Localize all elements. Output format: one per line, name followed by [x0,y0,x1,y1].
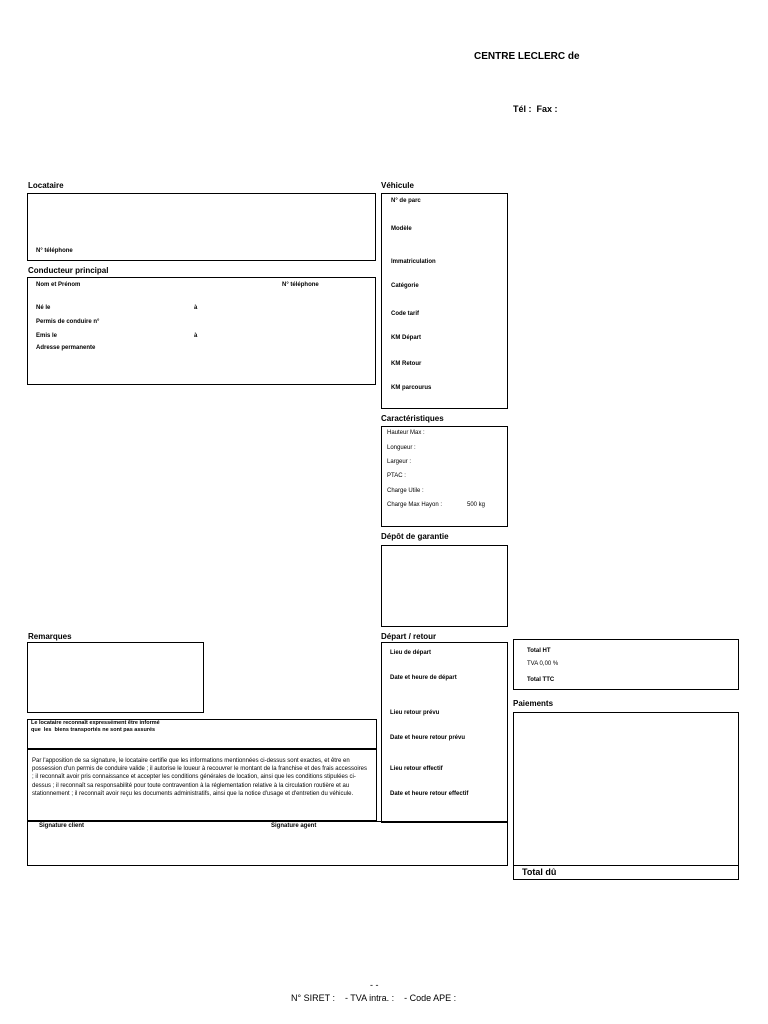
born-at-label: à [194,305,198,311]
lieu-retour-prevu-label: Lieu retour prévu [390,710,440,716]
largeur-label: Largeur : [387,459,412,465]
conducteur-heading: Conducteur principal [28,266,109,275]
signature-agent-label: Signature agent [271,823,317,829]
signature-client-label: Signature client [39,823,85,829]
depart-retour-box [381,642,508,823]
km-retour-label: KM Retour [391,361,422,367]
locataire-phone-label: N° téléphone [36,248,73,254]
legal-box [27,749,377,821]
license-label: Permis de conduire n° [36,319,100,325]
avertissement-box [27,719,377,749]
charge-utile-label: Charge Utile : [387,488,424,494]
remarques-box [27,642,204,713]
km-depart-label: KM Départ [391,335,422,341]
footer-line: N° SIRET : - TVA intra. : - Code APE : [291,993,457,1003]
remarques-heading: Remarques [28,632,72,641]
hauteur-label: Hauteur Max : [387,430,425,436]
lieu-retour-effectif-label: Lieu retour effectif [390,766,443,772]
avertissement-line2: que les biens transportés ne sont pas assurés [31,727,156,733]
totaux-box [513,639,739,690]
issued-label: Emis le [36,333,58,339]
categorie-label: Catégorie [391,283,419,289]
conducteur-box [27,277,376,385]
name-label: Nom et Prénom [36,282,81,288]
lieu-depart-label: Lieu de départ [390,650,432,656]
parc-label: N° de parc [391,198,421,204]
depart-retour-heading: Départ / retour [381,632,437,641]
caracteristiques-heading: Caractéristiques [381,414,444,423]
code-tarif-label: Code tarif [391,311,420,317]
immat-label: Immatriculation [391,259,436,265]
footer-dashes: - - [370,980,379,990]
avertissement-line1: Le locataire reconnaît expressément être informé [31,720,160,726]
vehicule-box [381,193,508,409]
charge-hayon-value: 500 kg [467,502,486,508]
ptac-label: PTAC : [387,473,406,479]
depot-heading: Dépôt de garantie [381,532,449,541]
date-depart-label: Date et heure de départ [390,675,457,681]
driver-phone-label: N° téléphone [282,282,319,288]
total-du-label: Total dû [522,867,557,877]
locataire-heading: Locataire [28,181,64,190]
signature-box [27,821,508,866]
born-label: Né le [36,305,51,311]
paiements-heading: Paiements [513,699,554,708]
contact-line: Tél : Fax : [513,104,558,114]
page-title: CENTRE LECLERC de [474,51,580,62]
total-ht-label: Total HT [527,648,551,654]
date-retour-effectif-label: Date et heure retour effectif [390,791,469,797]
caracteristiques-box [381,426,508,527]
vehicule-heading: Véhicule [381,181,414,190]
total-ttc-label: Total TTC [527,677,555,683]
tva-label: TVA 0,00 % [527,661,559,667]
paiements-box [513,712,739,880]
modele-label: Modèle [391,226,412,232]
locataire-box [27,193,376,261]
km-parcourus-label: KM parcourus [391,385,432,391]
longueur-label: Longueur : [387,445,416,451]
address-label: Adresse permanente [36,345,96,351]
charge-hayon-label: Charge Max Hayon : [387,502,443,508]
issued-at-label: à [194,333,198,339]
paiements-divider [514,865,738,866]
depot-box [381,545,508,627]
legal-text: Par l'apposition de sa signature, le locataire certifie que les informations mentionnées ci-dessus sont exactes, et être en possession d'un permis de conduire valide ; il autorise le loueur à recouvrer le montant de la franchise et des frais accessoires ; il reconnaît avoir pris connaissance et accepter les conditions générales de location, ainsi que les conditions stipulées ci-dessus ; il reconnaît sa responsabilité pour toute contravention à la réglementation relative à la circulation routière et au stationnement ; il reconnaît avoir reçu les documents administratifs, ainsi que la notice d'usage et d'entretien du véhicule. [32,758,367,797]
date-retour-prevu-label: Date et heure retour prévu [390,735,466,741]
